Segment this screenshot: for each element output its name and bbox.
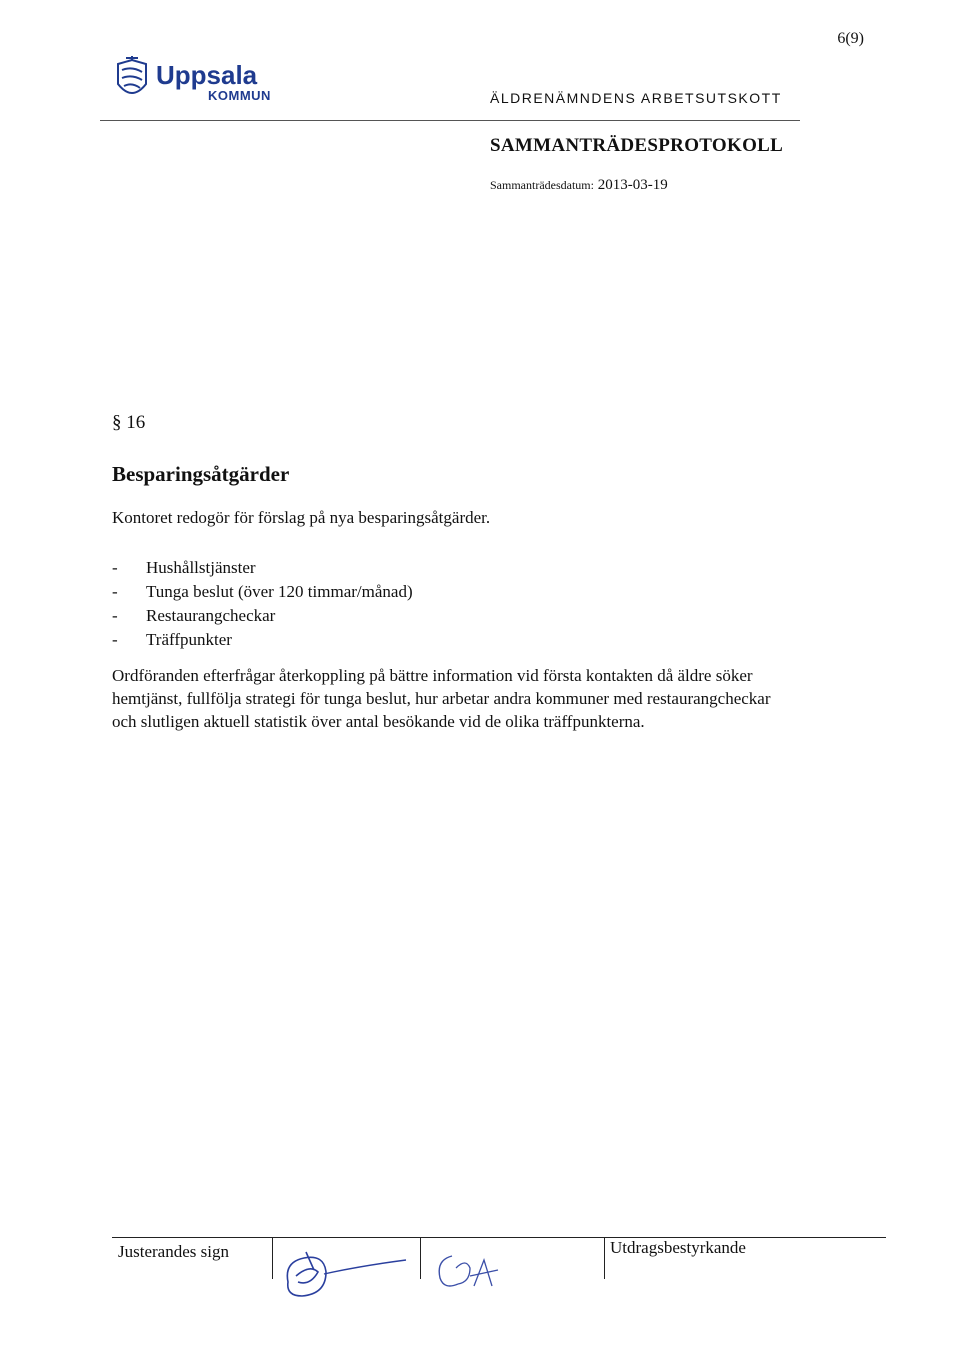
section-title: Besparingsåtgärder	[112, 462, 290, 486]
handwritten-signature	[280, 1242, 410, 1304]
body-line: hemtjänst, fullfölja strategi för tunga beslut, hur arbetar andra kommuner med restaurangcheckar	[112, 689, 771, 708]
list-item-text: Restaurangcheckar	[146, 606, 276, 625]
signature-divider	[272, 1237, 273, 1279]
paragraph-number: § 16	[112, 412, 146, 433]
handwritten-initials	[430, 1246, 520, 1296]
page-number: 6(9)	[837, 30, 864, 47]
list-item: - Hushållstjänster	[112, 558, 256, 577]
signature-top-line	[112, 1237, 886, 1238]
meeting-date-value: 2013-03-19	[597, 177, 668, 193]
justerandes-sign-label: Justerandes sign	[118, 1242, 229, 1261]
uppsala-kommun-logo	[112, 56, 322, 108]
meeting-date	[490, 177, 668, 194]
body-paragraph	[112, 664, 852, 733]
svg-text:Uppsala: Uppsala	[156, 60, 258, 90]
utdragsbestyrkande-label: Utdragsbestyrkande	[610, 1238, 746, 1257]
committee-name: ÄLDRENÄMNDENS ARBETSUTSKOTT	[490, 90, 782, 106]
list-item-text: Hushållstjänster	[146, 558, 256, 577]
measures-list	[112, 556, 413, 652]
list-item: - Träffpunkter	[112, 630, 232, 649]
coat-of-arms-icon	[118, 56, 146, 93]
list-item-text: Träffpunkter	[146, 630, 232, 649]
meeting-date-label: Sammanträdesdatum:	[490, 178, 594, 192]
intro-text: Kontoret redogör för förslag på nya besparingsåtgärder.	[112, 508, 491, 527]
list-item-text: Tunga beslut (över 120 timmar/månad)	[146, 582, 413, 601]
list-item: - Tunga beslut (över 120 timmar/månad)	[112, 582, 413, 601]
list-item: - Restaurangcheckar	[112, 606, 276, 625]
body-line: och slutligen aktuell statistik över antal besökande vid de olika träffpunkterna.	[112, 712, 645, 731]
body-line: Ordföranden efterfrågar återkoppling på bättre information vid första kontakten då äldre söker	[112, 666, 753, 685]
svg-text:KOMMUN: KOMMUN	[208, 88, 271, 103]
signature-divider	[420, 1237, 421, 1279]
signature-divider	[604, 1237, 605, 1279]
document-type: SAMMANTRÄDESPROTOKOLL	[490, 135, 784, 156]
header-divider	[100, 120, 800, 121]
